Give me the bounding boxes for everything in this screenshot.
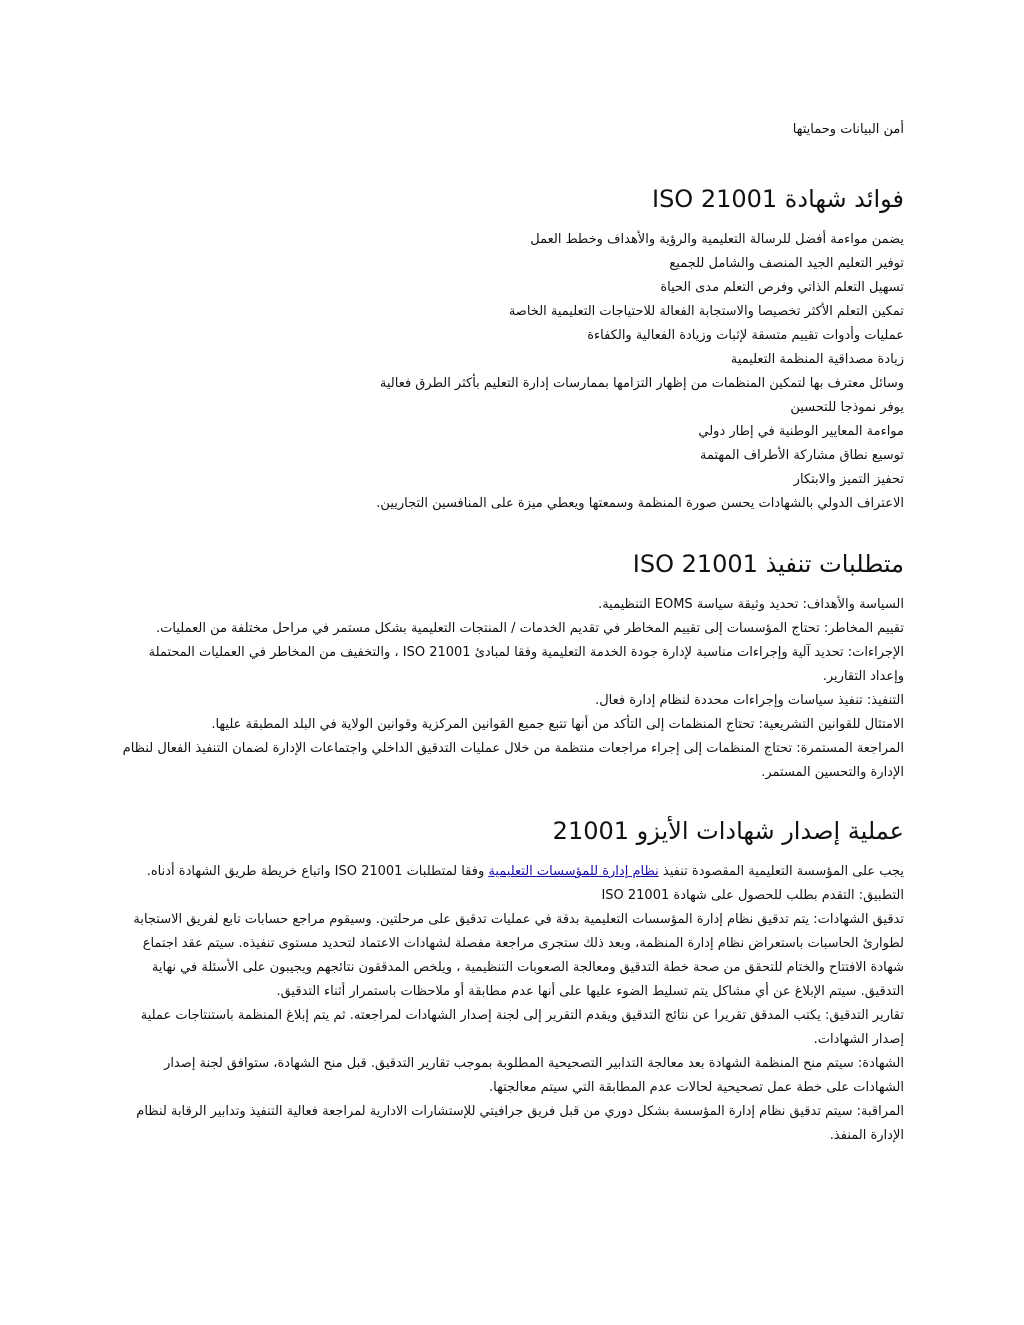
process-intro-text-before: يجب على المؤسسة التعليمية المقصودة تنفيذ xyxy=(658,864,904,879)
process-intro-text-after: وفقا لمتطلبات ISO 21001 واتباع خريطة طريق الشهادة أدناه. xyxy=(146,864,489,879)
list-item: يضمن مواءمة أفضل للرسالة التعليمية والرؤية والأهداف وخطط العمل xyxy=(530,232,904,247)
list-item: السياسة والأهداف: تحديد وثيقة سياسة EOMS التنظيمية. xyxy=(598,597,904,612)
requirements-list xyxy=(120,593,904,785)
list-item: توسيع نطاق مشاركة الأطراف المهتمة xyxy=(699,448,904,463)
list-item: الاعتراف الدولي بالشهادات يحسن صورة المنظمة وسمعتها ويعطي ميزة على المنافسين التجاريين. xyxy=(376,496,904,511)
list-item: عمليات وأدوات تقييم متسقة لإثبات وزيادة الفعالية والكفاءة xyxy=(587,328,904,343)
list-item: المراجعة المستمرة: تحتاج المنظمات إلى إجراء مراجعات منتظمة من خلال عمليات التدقيق الداخلي واجتماعات الإدارة لضمان التنفيذ الفعال لنظام الإدارة والتحسين المستمر. xyxy=(122,741,904,780)
document-page xyxy=(120,0,904,1148)
section-title-benefits: فوائد شهادة ISO 21001 xyxy=(651,185,904,213)
list-item: تقارير التدقيق: يكتب المدقق تقريرا عن نتائج التدقيق ويقدم التقرير إلى لجنة إصدار الشهادات لمراجعته. ثم يتم إبلاغ المنظمة باستنتاجات عملية إصدار الشهادات. xyxy=(140,1008,904,1047)
list-item: زيادة مصداقية المنظمة التعليمية xyxy=(730,352,904,367)
process-intro xyxy=(120,860,904,884)
benefits-list xyxy=(120,228,904,516)
list-item: مواءمة المعايير الوطنية في إطار دولي xyxy=(698,424,904,439)
list-item: تحفيز التميز والابتكار xyxy=(793,472,904,487)
list-item: التطبيق: التقدم بطلب للحصول على شهادة ISO 21001 xyxy=(601,888,904,903)
section-title-requirements: متطلبات تنفيذ ISO 21001 xyxy=(632,550,904,578)
list-item: وسائل معترف بها لتمكين المنظمات من إظهار التزامها بممارسات إدارة التعليم بأكثر الطرق فعالية xyxy=(379,376,904,391)
list-item: التنفيذ: تنفيذ سياسات وإجراءات محددة لنظام إدارة فعال. xyxy=(595,693,904,708)
intro-line: أمن البيانات وحمايتها xyxy=(792,122,904,137)
certification-process xyxy=(120,860,904,1148)
list-item: يوفر نموذجا للتحسين xyxy=(790,400,904,415)
list-item: الإجراءات: تحديد آلية وإجراءات مناسبة لإدارة جودة الخدمة التعليمية وفقا لمبادئ ISO 21001 ، والتخفيف من المخاطر في العمليات المحتملة وإعداد التقارير. xyxy=(148,645,904,684)
list-item: توفير التعليم الجيد المنصف والشامل للجميع xyxy=(669,256,904,271)
education-management-system-link[interactable]: نظام إدارة للمؤسسات التعليمية xyxy=(488,864,659,879)
list-item: المراقبة: سيتم تدقيق نظام إدارة المؤسسة بشكل دوري من قبل فريق جرافيتي للإستشارات الادارية لمراجعة فعالية التنفيذ وتدابير الرقابة لنظام الإدارة المنفذ. xyxy=(136,1104,904,1143)
list-item: تسهيل التعلم الذاتي وفرص التعلم مدى الحياة xyxy=(660,280,904,295)
list-item: تمكين التعلم الأكثر تخصيصا والاستجابة الفعالة للاحتياجات التعليمية الخاصة xyxy=(508,304,904,319)
list-item: الامتثال للقوانين التشريعية: تحتاج المنظمات إلى التأكد من أنها تتبع جميع القوانين المركزية وقوانين الولاية في البلد المطبقة عليها. xyxy=(211,717,904,732)
list-item: الشهادة: سيتم منح المنظمة الشهادة بعد معالجة التدابير التصحيحية المطلوبة بموجب تقارير التدقيق. قبل منح الشهادة، ستوافق لجنة إصدار الشهادات على خطة عمل تصحيحية لحالات عدم المطابقة التي سيتم معالجتها. xyxy=(164,1056,904,1095)
list-item: تدقيق الشهادات: يتم تدقيق نظام إدارة المؤسسات التعليمية بدقة في عمليات تدقيق على مرحلتين. وسيقوم مراجع حسابات تابع لفريق الاستجابة لطوارئ الحاسبات باستعراض نظام إدارة المنظمة، وبعد ذلك ستجرى مراجعة مفصلة لشهادات الاعتماد لتحديد مستوى تنفيذه. سيتم عقد اجتماع شهادة الافتتاح والختام للتحقق من صحة خطة التدقيق ومعالجة الصعوبات التنظيمية ، ويلخص المدققون نتائجهم ويجيبون على الأسئلة في نهاية التدقيق. سيتم الإبلاغ عن أي مشاكل يتم تسليط الضوء عليها على أنها عدم مطابقة أو ملاحظات باستمرار أثناء التدقيق. xyxy=(133,912,904,999)
section-title-certification-process: عملية إصدار شهادات الأيزو 21001 xyxy=(552,817,904,845)
list-item: تقييم المخاطر: تحتاج المؤسسات إلى تقييم المخاطر في تقديم الخدمات / المنتجات التعليمية بشكل مستمر في مراحل مختلفة من العمليات. xyxy=(156,621,904,636)
